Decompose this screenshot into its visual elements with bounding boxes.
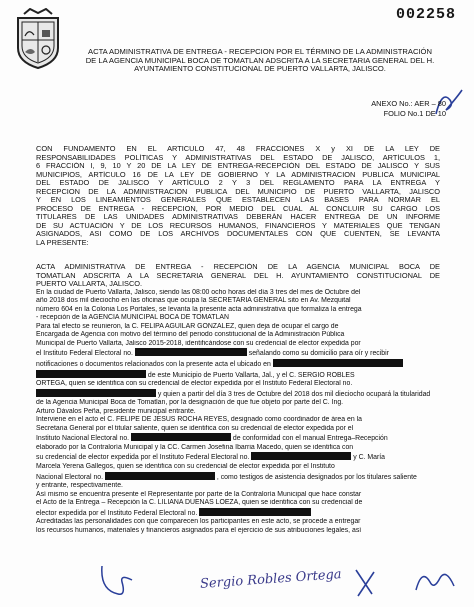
text-line: TITULARES DE LAS UNIDADES ADMINISTRATIVAS DEBERÁN HACER ENTREGA DE UN INFORME	[36, 213, 440, 222]
text-line: Acreditadas las personalidades con que comparecen los participantes en este acto, se procede a entregar	[36, 518, 361, 526]
text-line: PUERTO VALLARTA, JALISCO.	[36, 280, 143, 289]
redaction-bar	[135, 348, 247, 356]
signature-x-icon	[350, 566, 380, 600]
text-line	[36, 348, 440, 359]
text-span: señalando como su domicilio para oír y recibir	[248, 350, 389, 358]
annex-info	[371, 99, 446, 119]
handwritten-signature-name: Sergio Robles Ortega	[199, 567, 343, 592]
text-line: Y EN LOS LINEAMIENTOS GENERALES QUE ESTABLECEN LAS BASES PARA NORMAR EL	[36, 196, 440, 205]
redaction-bar	[105, 472, 215, 480]
text-line	[36, 359, 440, 370]
text-line: los recursos humanos, materiales y financieros asignados para el ejercicio de sus atribuciones legales, así	[36, 526, 362, 534]
text-line	[36, 452, 440, 463]
text-span: notificaciones o documentos relacionados con la presente acta el ubicado en	[36, 361, 271, 369]
text-line: Marcela Yerena Gallegos, quien se identifica con su credencial de elector expedida por el Instituto	[36, 463, 335, 471]
text-line	[36, 433, 440, 444]
text-line: RESPONSABILIDADES POLÍTICAS Y ADMINISTRATIVAS DEL ESTADO DE JALISCO, ARTÍCULOS 1,	[36, 153, 440, 162]
title-line: AYUNTAMIENTO CONSTITUCIONAL DE PUERTO VALLARTA, JALISCO.	[134, 64, 386, 74]
text-line	[36, 508, 440, 519]
text-line: ACTA ADMINISTRATIVA DE ENTREGA - RECEPCIÓN DE LA AGENCIA MUNICIPAL BOCA DE	[36, 263, 440, 271]
text-span: y C. María	[353, 454, 385, 462]
text-line: Arturo Dávalos Peña, presidente municipal entrante.	[36, 407, 196, 415]
text-line: CON FUNDAMENTO EN EL ARTICULO 47, 48 FRACCIONES X y XI DE LA LEY DE	[36, 145, 440, 153]
text-span: Nacional Electoral no.	[36, 473, 104, 481]
redaction-bar	[131, 433, 231, 441]
redaction-bar	[251, 452, 351, 460]
text-line: Interviene en el acto el C. FELIPE DE JESUS ROCHA REYES, designado como coordinador de área en la	[36, 416, 362, 424]
redaction-bar	[199, 508, 311, 516]
signature-initials-icon	[410, 560, 460, 600]
text-line: DEL ESTADO DE JALISCO Y ARTÍCULO 2 Y 3 DEL REGLAMENTO PARA LA ENTREGA Y	[36, 179, 440, 188]
text-line: TOMATLAN ADSCRITA A LA SECRETARIA GENERAL DEL H. AYUNTAMIENTO CONSTITUCIONAL DE	[36, 271, 440, 280]
text-line: año 2018 dos mil dieciocho en las oficinas que ocupa la SECRETARIA GENERAL sito en Av. Mezquital	[36, 297, 351, 305]
signature-scribble-icon	[96, 560, 156, 600]
text-line: Municipal de Puerto Vallarta, Jalisco 2015-2018, identificándose con su credencial de elector expedida por	[36, 339, 361, 347]
redaction-bar	[273, 359, 403, 367]
text-span: su credencial de elector expedida por el Instituto Federal Electoral no.	[36, 454, 250, 462]
text-line: En la ciudad de Puerto Vallarta, Jalisco, siendo las 08:00 ocho horas del día 3 tres del mes de Octubre del	[36, 288, 361, 296]
title-line: ACTA ADMINISTRATIVA DE ENTREGA - RECEPCION POR EL TÉRMINO DE LA ADMINISTRACIÓN	[88, 47, 432, 56]
title-line: DE LA AGENCIA MUNICIPAL BOCA DE TOMATLAN ADSCRITA A LA SECRETARIA GENERAL DEL H.	[85, 55, 435, 65]
text-line: RECEPCION DE LA ADMINISTRACION PUBLICA DEL MUNICIPIO DE PUERTO VALLARTA, JALISCO	[36, 187, 440, 196]
text-line: número 604 en la Colonia Los Portales, se levanta la presente acta administrativa que formaliza la entrega	[36, 305, 362, 313]
text-line: - recepción de la AGENCIA MUNICIPAL BOCA DE TOMATLAN	[36, 314, 229, 322]
text-line: ORTEGA, quien se identifica con su credencial de elector expedida por el Instituto Federal Electoral no.	[36, 380, 353, 388]
text-span: de conformidad con el manual Entrega–Recepción	[232, 435, 388, 443]
text-line	[36, 472, 440, 483]
text-line: el Acto de la Entrega – Recepción la C. LILIANA DUEÑAS LOEZA, quien se identifica con su credencial de	[36, 499, 363, 507]
text-span: de este Municipio de Puerto Vallarta, Jal., y el C. SERGIO ROBLES	[147, 371, 355, 379]
redaction-bar	[36, 370, 146, 378]
document-title	[70, 48, 450, 74]
text-line: y entrante, respectivamente.	[36, 482, 123, 490]
folio-number: 002258	[396, 6, 457, 23]
text-span: Instituto Nacional Electoral no.	[36, 435, 130, 443]
text-line: de la Agencia Municipal Boca de Tomatlan, por la designación de que fue objeto por parte del C. Ing.	[36, 399, 344, 407]
text-span: elector expedida por el Instituto Federal Electoral no.	[36, 509, 198, 517]
text-line: Encargada de Agencia con motivo del término del periodo constitucional de la Administración Pública	[36, 331, 345, 339]
text-line: DE SU ACTUACIÓN Y DE LOS RECURSOS HUMANOS, FINANCIEROS Y MATERIALES QUE TENGAN	[36, 221, 440, 230]
act-paragraph	[36, 263, 440, 535]
text-span: y quien a partir del día 3 tres de Octubre del 2018 dos mil dieciocho ocupará la titularidad	[157, 390, 431, 398]
text-line: MUNICIPIOS, ARTÍCULO 16 DE LA LEY DE GOBIERNO Y LA ADMINISTRACION PUBLICA MUNICIPAL	[36, 170, 440, 179]
text-line: Para tal efecto se reunieron, la C. FELIPA AGUILAR GONZALEZ, quien deja de ocupar el cargo de	[36, 322, 339, 330]
municipal-seal-icon	[14, 8, 62, 70]
text-line: ASIGNADOS, ASI COMO DE LOS ARCHIVOS DOCUMENTALES CON QUE CUENTEN, SE LEVANTA	[36, 230, 440, 239]
text-line: Así mismo se encuentra presente el Representante por parte de la Contraloría Municipal que hace constar	[36, 490, 362, 498]
annex-number: ANEXO No.: AER – 80	[371, 99, 446, 108]
text-line: Secretaria General por el titular saliente, quien se identifica con su credencial de elector expedida por el	[36, 424, 354, 432]
redaction-bar	[36, 389, 156, 397]
text-line	[36, 389, 440, 400]
folio-count: FOLIO No.1 DE 10	[383, 109, 446, 118]
text-line	[36, 370, 440, 381]
text-span: el Instituto Federal Electoral no.	[36, 350, 133, 358]
text-line: PROCESO DE ENTREGA - RECEPCION, POR MEDIO DEL CUAL AL CONCLUIR SU CARGO LOS	[36, 204, 440, 213]
text-line: 6 FRACCIÓN I, 9, 10 Y 20 DE LA LEY DE ENTREGA-RECEPCIÓN DEL ESTADO DE JALISCO Y SUS	[36, 162, 440, 171]
text-span: , como testigos de asistencia designados por los titulares saliente	[216, 473, 417, 481]
legal-basis-paragraph	[36, 145, 440, 248]
text-line: elaborado por la Contraloría Municipal y la CC. Carmen Josefina Ibarria Macedo, quien se identifica con	[36, 443, 354, 451]
text-line: LA PRESENTE:	[36, 239, 89, 248]
